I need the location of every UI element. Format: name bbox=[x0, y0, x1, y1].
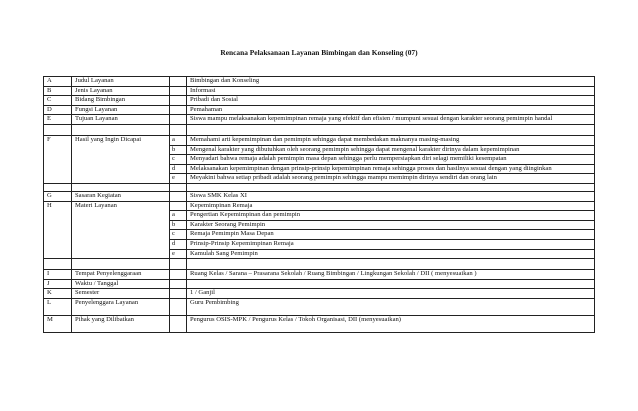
sub-value: Mengenal karakter yang dibutuhkan oleh seorang pemimpin sehingga dapat mengenal karakter dirinya dalam kepemimpinan bbox=[187, 145, 595, 155]
row-label: Sasaran Kegiatan bbox=[72, 191, 170, 201]
row-value: Pemahaman bbox=[187, 105, 595, 115]
plan-table bbox=[43, 76, 595, 333]
row-value: Guru Pembimbing bbox=[187, 298, 595, 315]
table-row bbox=[44, 191, 595, 201]
row-key: F bbox=[44, 135, 72, 183]
row-value: 1 / Ganjil bbox=[187, 289, 595, 299]
row-label: Hasil yang Ingin Dicapai bbox=[72, 135, 170, 183]
sub-key: c bbox=[170, 230, 187, 240]
row-label: Semester bbox=[72, 289, 170, 299]
sub-key: d bbox=[170, 239, 187, 249]
table-row bbox=[44, 201, 595, 211]
row-key: B bbox=[44, 86, 72, 96]
row-label: Waktu / Tanggal bbox=[72, 279, 170, 289]
sub-key: a bbox=[170, 135, 187, 145]
sub-key: e bbox=[170, 249, 187, 259]
sub-value: Prinsip-Prinsip Kepemimpinan Remaja bbox=[187, 239, 595, 249]
row-key: D bbox=[44, 105, 72, 115]
table-row bbox=[44, 77, 595, 87]
row-value: Pribadi dan Sosial bbox=[187, 96, 595, 106]
row-key: I bbox=[44, 270, 72, 280]
sub-value: Karakter Seorang Pemimpin bbox=[187, 220, 595, 230]
row-label: Judul Layanan bbox=[72, 77, 170, 87]
table-row bbox=[44, 298, 595, 315]
sub-key: b bbox=[170, 220, 187, 230]
row-label: Jenis Layanan bbox=[72, 86, 170, 96]
row-key: M bbox=[44, 315, 72, 332]
sub-key: c bbox=[170, 155, 187, 165]
sub-key: e bbox=[170, 174, 187, 184]
table-row bbox=[44, 315, 595, 332]
sub-value: Menyadari bahwa remaja adalah pemimpin masa depan sehingga perlu mempersiapkan diri selagi memiliki kesempatan bbox=[187, 155, 595, 165]
table-row bbox=[44, 279, 595, 289]
table-row bbox=[44, 135, 595, 145]
row-label: Materi Layanan bbox=[72, 201, 170, 259]
sub-value: Meyakini bahwa setiap pribadi adalah seorang pemimpin sehingga mampu memimpin dirinya sendiri dan orang lain bbox=[187, 174, 595, 184]
document-title: Rencana Pelaksanaan Layanan Bimbingan dan Konseling (07) bbox=[220, 48, 418, 57]
row-key: K bbox=[44, 289, 72, 299]
table-row bbox=[44, 96, 595, 106]
row-label: Pihak yang Dilibatkan bbox=[72, 315, 170, 332]
sub-value: Memahami arti kepemimpinan dan pemimpin sehingga dapat membedakan maknanya masing-masing bbox=[187, 135, 595, 145]
row-value: Siswa mampu melaksanakan kepemimpinan remaja yang efektif dan efisien / mumpuni sesuai dengan karakter seorang pemimpin handal bbox=[187, 115, 595, 125]
row-key: H bbox=[44, 201, 72, 259]
table-row bbox=[44, 86, 595, 96]
row-value: Ruang Kelas / Sarana – Prasarana Sekolah / Ruang Bimbingan / Lingkungan Sekolah / DII ( menyesuaikan ) bbox=[187, 270, 595, 280]
row-key: C bbox=[44, 96, 72, 106]
row-key: G bbox=[44, 191, 72, 201]
row-label: Tempat Penyelenggaraan bbox=[72, 270, 170, 280]
sub-value: Remaja Pemimpin Masa Depan bbox=[187, 230, 595, 240]
sub-value: Pengertian Kepemimpinan dan pemimpin bbox=[187, 211, 595, 221]
row-key: A bbox=[44, 77, 72, 87]
row-key: L bbox=[44, 298, 72, 315]
table-row bbox=[44, 105, 595, 115]
row-key: J bbox=[44, 279, 72, 289]
table-row bbox=[44, 289, 595, 299]
row-label: Fungsi Layanan bbox=[72, 105, 170, 115]
row-value: Pengurus OSIS-MPK / Pengurus Kelas / Tokoh Organisasi, DII (menyesuaikan) bbox=[187, 315, 595, 332]
row-key: E bbox=[44, 115, 72, 125]
row-label: Bidang Bimbingan bbox=[72, 96, 170, 106]
row-value: Siswa SMK Kelas XI bbox=[187, 191, 595, 201]
row-label: Tujuan Layanan bbox=[72, 115, 170, 125]
sub-key: d bbox=[170, 164, 187, 174]
sub-key: b bbox=[170, 145, 187, 155]
row-value: Kepemimpinan Remaja bbox=[187, 201, 595, 211]
row-value: Bimbingan dan Konseling bbox=[187, 77, 595, 87]
sub-value: Kamulah Sang Pemimpin bbox=[187, 249, 595, 259]
table-row bbox=[44, 270, 595, 280]
row-label: Penyelenggara Layanan bbox=[72, 298, 170, 315]
sub-value: Melaksanakan kepemimpinan dengan prinsip-prinsip kepemimpinan remaja sehingga proses dan hasilnya sesuai dengan yang diinginkan bbox=[187, 164, 595, 174]
table-row bbox=[44, 115, 595, 125]
sub-key: a bbox=[170, 211, 187, 221]
row-value bbox=[187, 279, 595, 289]
row-value: Informasi bbox=[187, 86, 595, 96]
